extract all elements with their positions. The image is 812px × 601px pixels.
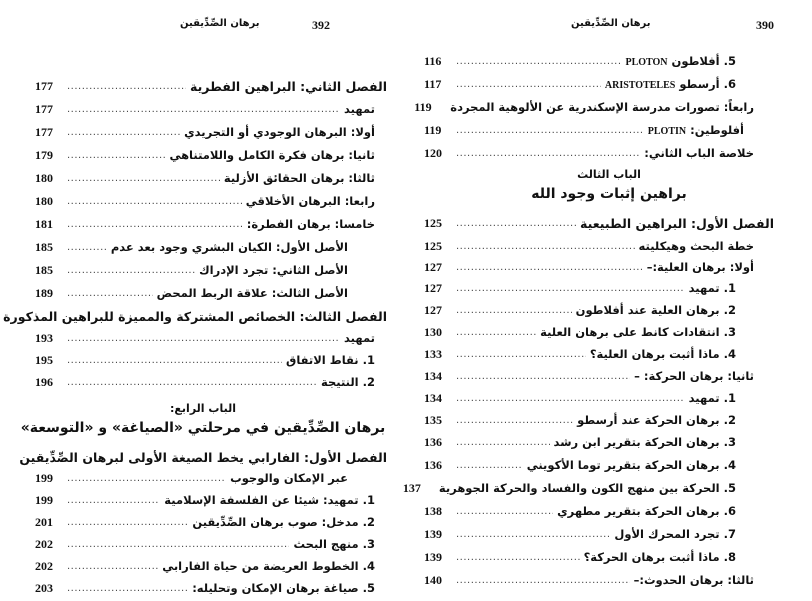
toc-entry[interactable]: 3. انتقادات كانط على برهان العلية ..... 130 — [424, 322, 736, 342]
toc-entry[interactable]: 2. برهان الحركة عند أرسطو ..... 135 — [424, 410, 736, 430]
part-title: برهان الصِّدِّيقين في مرحلتي «الصياغة» و «التوسعة» — [20, 420, 386, 436]
toc-entry[interactable]: رابعاً: تصورات مدرسة الإسكندرية عن الألوهية المجردة 119 — [414, 99, 754, 114]
part-label: الباب الرابع: — [170, 402, 236, 415]
toc-entry[interactable]: 3. برهان الحركة بتقرير ابن رشد ..... 136 — [424, 432, 736, 452]
toc-entry[interactable]: 2. مدخل: صوب برهان الصِّدِّيقين ..... 201 — [35, 512, 375, 532]
toc-entry[interactable]: الفصل الثاني: البراهين الفطرية ..... 177 — [35, 76, 387, 96]
chapter-heading[interactable]: الفصل الأول: الفارابي يخط الصيغة الأولى لبرهان الصِّدِّيقين — [19, 449, 387, 465]
part-title: براهين إثبات وجود الله — [531, 186, 687, 202]
toc-entry[interactable]: 6. برهان الحركة بتقرير مطهري ..... 138 — [424, 501, 736, 521]
toc-entry[interactable]: الأصل الأول: الكيان البشري وجود بعد عدم ..... 185 — [35, 237, 348, 257]
toc-entry[interactable]: 6. أرسطو ARISTOTELES ..... 117 — [424, 74, 736, 94]
toc-entry[interactable]: ثالثا: برهان الحدوث:– ..... 140 — [424, 570, 754, 590]
page-390 — [402, 0, 812, 601]
toc-entry[interactable]: تمهيد ..... 177 — [35, 99, 375, 119]
toc-entry[interactable]: 8. ماذا أثبت برهان الحركة؟ ..... 139 — [424, 547, 736, 567]
part-label: الباب الثالث — [577, 168, 641, 181]
toc-entry[interactable]: 4. الخطوط العريضة من حياة الفارابي ..... 202 — [35, 556, 375, 576]
toc-entry[interactable]: عبر الإمكان والوجوب ..... 199 — [35, 468, 348, 488]
toc-entry[interactable]: أولا: البرهان الوجودي أو التجريدي ..... 177 — [35, 122, 375, 142]
toc-entry[interactable]: 7. تجرد المحرك الأول ..... 139 — [424, 524, 736, 544]
toc-entry[interactable]: خطة البحث وهيكليته ..... 125 — [424, 236, 754, 256]
toc-entry[interactable]: 3. منهج البحث ..... 202 — [35, 534, 375, 554]
toc-entry[interactable]: الأصل الثالث: علاقة الربط المحض ..... 189 — [35, 283, 348, 303]
toc-entry[interactable]: 5. أفلاطون PLOTON ..... 116 — [424, 51, 736, 71]
toc-entry[interactable]: 5. الحركة بين منهج الكون والفساد والحركة الجوهرية 137 — [402, 480, 736, 495]
toc-entry[interactable]: 2. النتيجة ..... 196 — [35, 372, 375, 392]
toc-entry[interactable]: أولا: برهان العلية:– ..... 127 — [424, 257, 754, 277]
toc-entry[interactable]: 1. نقاط الاتفاق ..... 195 — [35, 350, 375, 370]
toc-entry[interactable]: 4. برهان الحركة بتقرير توما الأكويني ..... 136 — [424, 455, 736, 475]
toc-entry[interactable]: ثانيا: برهان فكرة الكامل واللامتناهي ..... 179 — [35, 145, 375, 165]
toc-entry[interactable]: 4. ماذا أثبت برهان العلية؟ ..... 133 — [424, 344, 736, 364]
toc-entry[interactable]: 1. تمهيد ..... 134 — [424, 388, 736, 408]
running-head: برهان الصِّدِّيقين — [180, 18, 260, 29]
toc-entry[interactable]: ثانيا: برهان الحركة: – ..... 134 — [424, 366, 754, 386]
toc-entry[interactable]: خامسا: برهان الفطرة: ..... 181 — [35, 214, 375, 234]
toc-entry[interactable]: أفلوطين: PLOTIN ..... 119 — [424, 120, 744, 140]
toc-entry[interactable]: 1. تمهيد ..... 127 — [424, 278, 736, 298]
running-head: برهان الصِّدِّيقين — [571, 18, 651, 29]
toc-entry[interactable]: 2. برهان العلية عند أفلاطون ..... 127 — [424, 300, 736, 320]
page-number: 390 — [756, 18, 774, 32]
toc-entry[interactable]: الفصل الأول: البراهين الطبيعية ..... 125 — [424, 213, 774, 233]
toc-entry[interactable]: 1. تمهيد: شيئا عن الفلسفة الإسلامية ..... 199 — [35, 490, 375, 510]
toc-entry[interactable]: ثالثا: برهان الحقائق الأزلية ..... 180 — [35, 168, 375, 188]
toc-entry[interactable]: رابعا: البرهان الأخلاقي ..... 180 — [35, 191, 375, 211]
toc-entry[interactable]: الفصل الثالث: الخصائص المشتركة والمميزة للبراهين المذكورة — [3, 308, 387, 324]
toc-entry[interactable]: 5. صياغة برهان الإمكان وتحليله: ..... 203 — [35, 578, 375, 598]
toc-entry[interactable]: خلاصة الباب الثاني: ..... 120 — [424, 143, 754, 163]
page-number: 392 — [312, 18, 330, 32]
toc-entry[interactable]: تمهيد ..... 193 — [35, 328, 375, 348]
toc-entry[interactable]: الأصل الثاني: تجرد الإدراك ..... 185 — [35, 260, 348, 280]
